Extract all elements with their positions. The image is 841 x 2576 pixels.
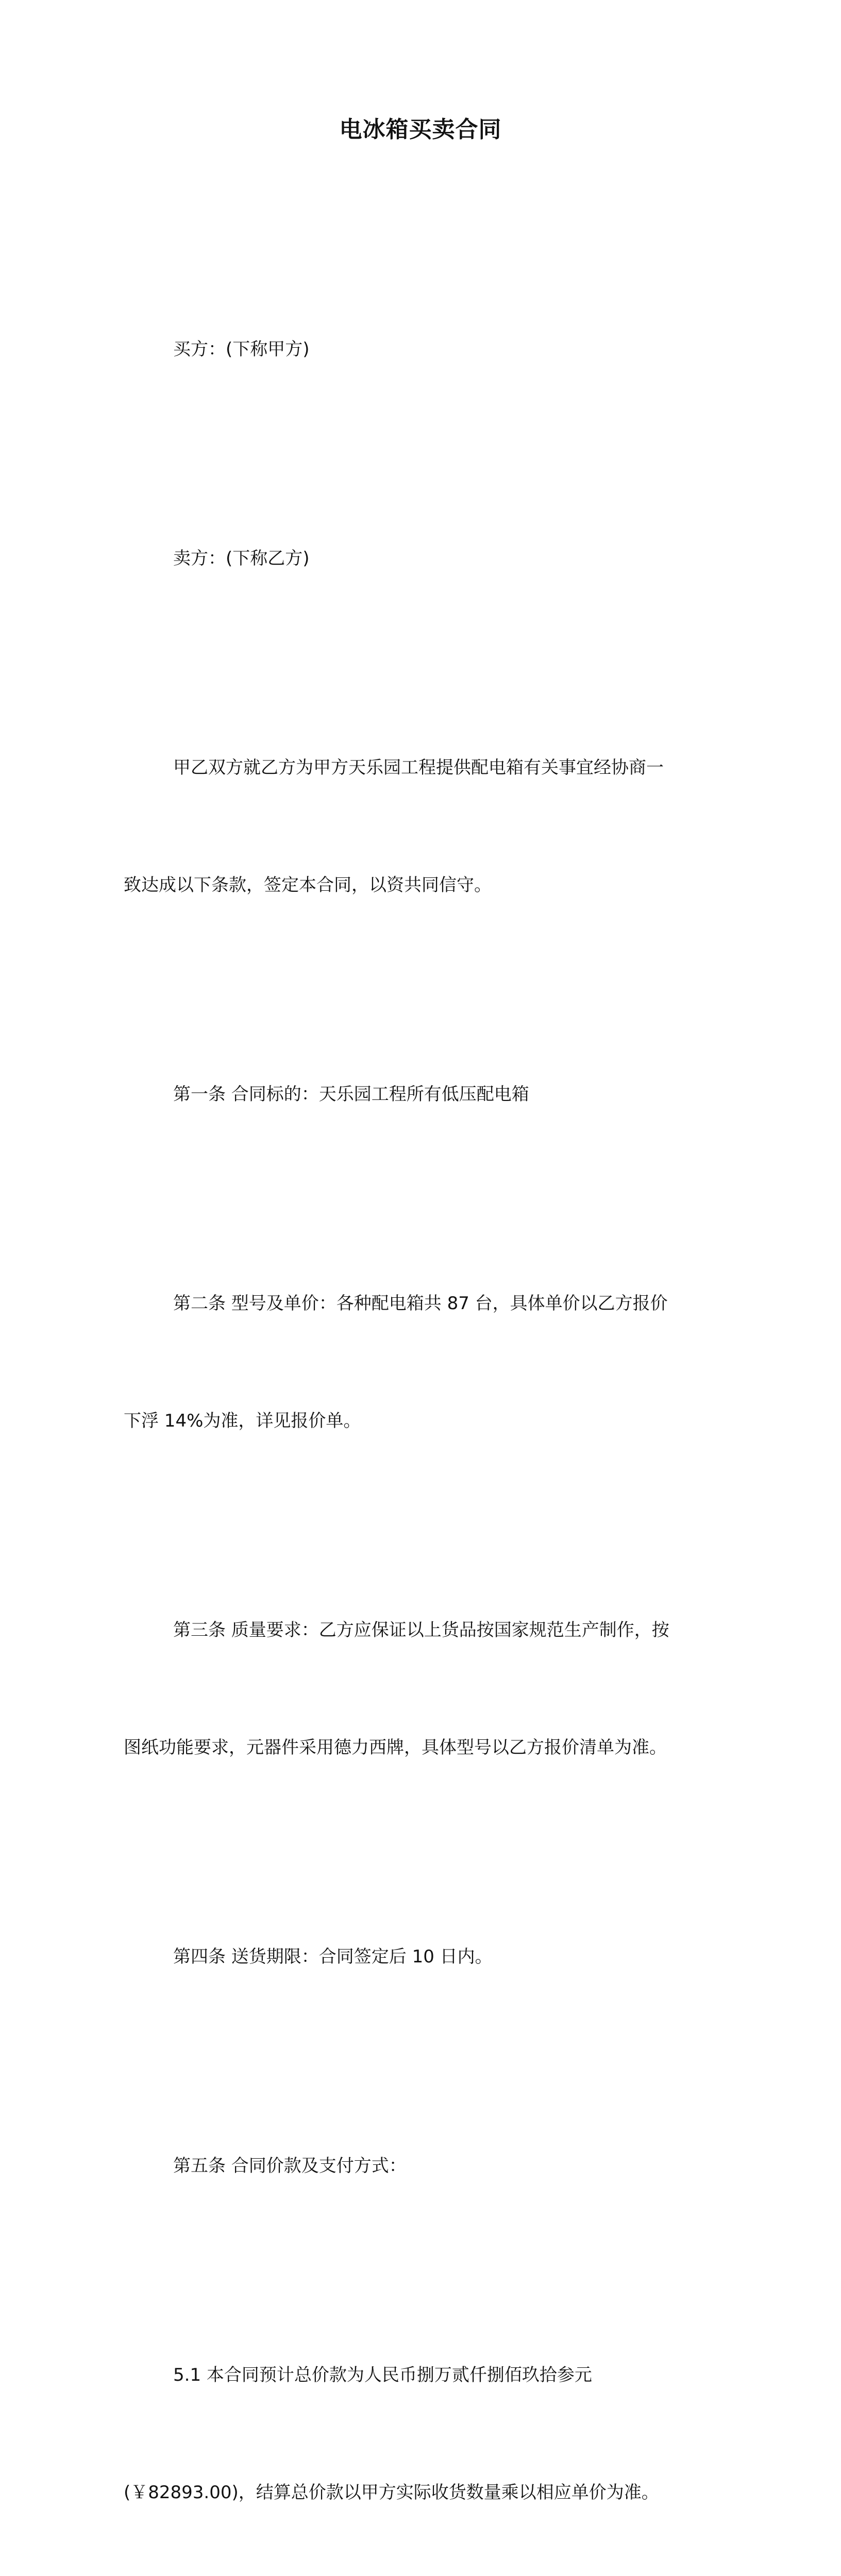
paragraph-line: 图纸功能要求，元器件采用德力西牌，具体型号以乙方报价清单为准。 [124, 1737, 667, 1758]
paragraph-line: 卖方：(下称乙方) [173, 548, 310, 569]
paragraph-preamble [124, 670, 716, 983]
paragraph-clause-5-1 [124, 2277, 716, 2576]
paragraph-line: 致达成以下条款，签定本合同，以资共同信守。 [124, 875, 492, 895]
paragraph-article-1 [124, 996, 716, 1192]
paragraph-article-5 [124, 2068, 716, 2264]
paragraph-line: 5.1 本合同预计总价款为人民币捌万贰仟捌佰玖拾参元 [173, 2365, 592, 2385]
paragraph-line: 买方：(下称甲方) [173, 339, 310, 360]
paragraph-article-2 [124, 1206, 716, 1519]
paragraph-line: 下浮 14%为准，详见报价单。 [124, 1411, 361, 1431]
paragraph-line: 第五条 合同价款及支付方式： [173, 2156, 407, 2176]
paragraph-article-4 [124, 1859, 716, 2055]
paragraph-buyer [124, 251, 716, 447]
paragraph-line: 甲乙双方就乙方为甲方天乐园工程提供配电箱有关事宜经协商一 [173, 757, 664, 778]
paragraph-article-3 [124, 1532, 716, 1845]
paragraph-line: 第二条 型号及单价：各种配电箱共 87 台，具体单价以乙方报价 [173, 1293, 668, 1314]
document-body [124, 251, 716, 2576]
paragraph-line: 第一条 合同标的：天乐园工程所有低压配电箱 [173, 1084, 529, 1105]
document-title: 电冰箱买卖合同 [339, 116, 502, 143]
paragraph-line: (￥82893.00)，结算总价款以甲方实际收货数量乘以相应单价为准。 [124, 2482, 659, 2503]
paragraph-seller [124, 461, 716, 656]
paragraph-line: 第三条 质量要求：乙方应保证以上货品按国家规范生产制作，按 [173, 1620, 669, 1640]
paragraph-line: 第四条 送货期限：合同签定后 10 日内。 [173, 1946, 493, 1967]
